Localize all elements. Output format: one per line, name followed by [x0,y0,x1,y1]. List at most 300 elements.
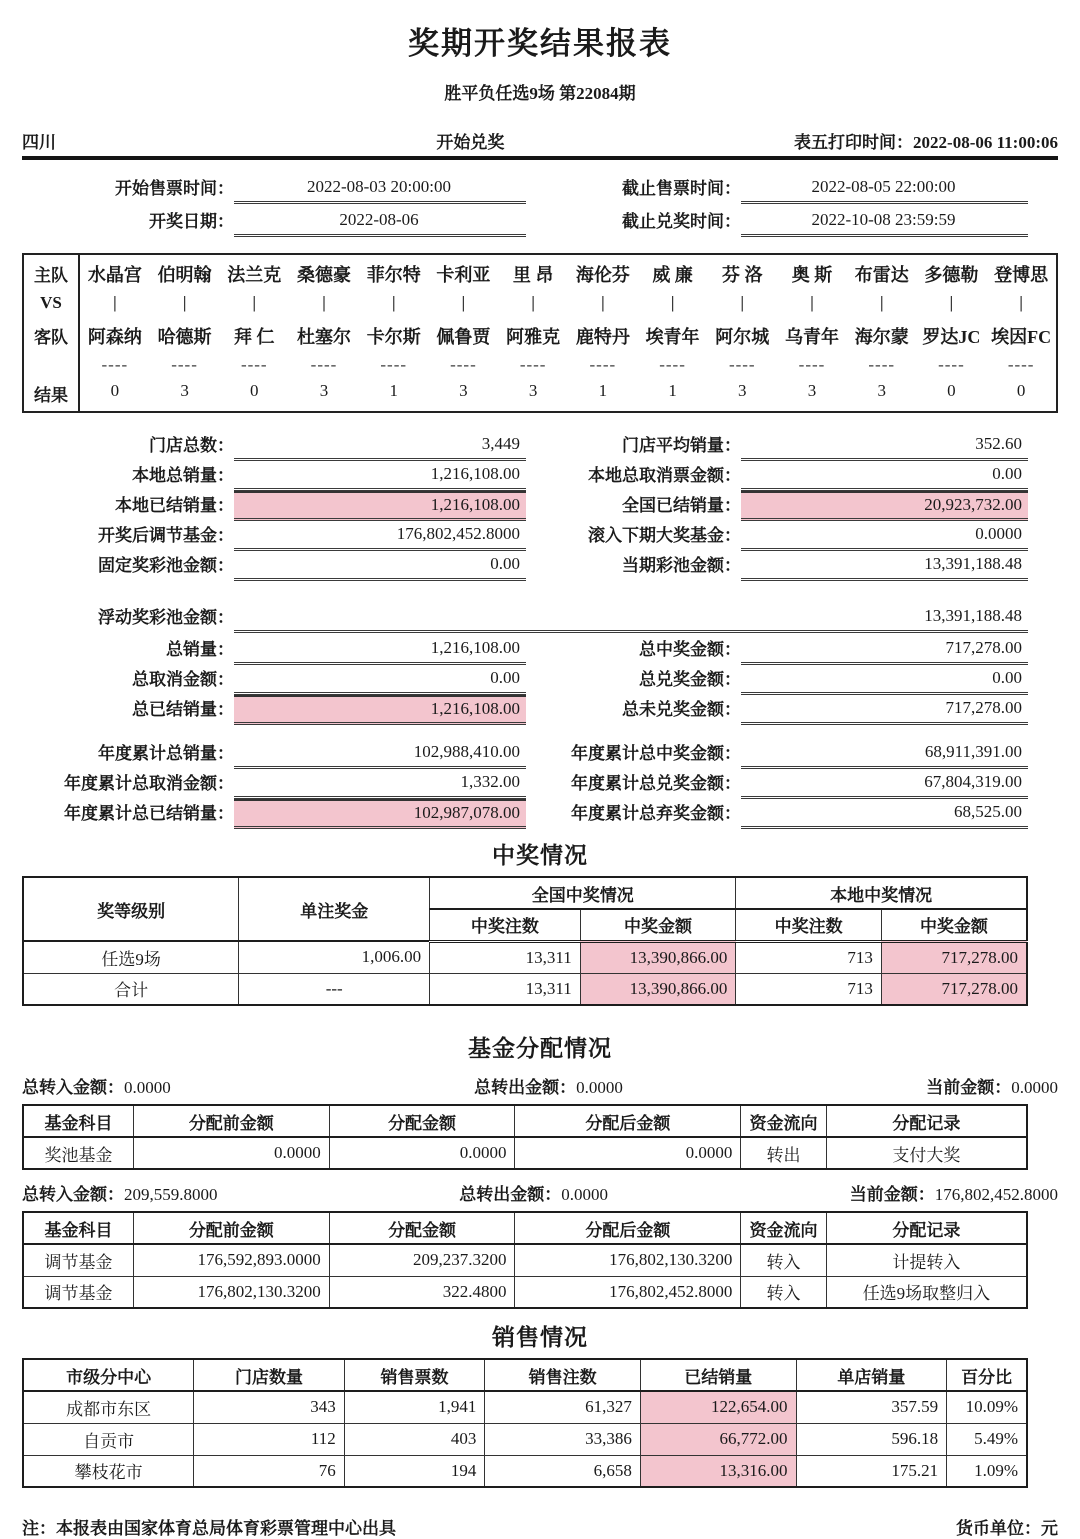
home-team: 伯明翰 [157,265,212,285]
stat-label: 总已结销量： [132,700,234,719]
fund-out-label: 总转出金额： [459,1185,562,1204]
sales-section-title: 销售情况 [492,1325,588,1350]
match-column-11 [777,255,847,411]
col-header-alloc-record: 分配记录 [826,1212,1027,1244]
fund-in-label: 总转入金额： [22,1078,124,1097]
match-column-9 [638,255,708,411]
col-header-local: 本地中奖情况 [736,877,1027,909]
separator-dashes: ---- [171,355,198,374]
col-header-settled-sales: 已结销量 [640,1359,796,1391]
match-result: 3 [459,381,468,400]
table-row [23,1137,1027,1169]
stat-label: 总取消金额： [132,670,234,689]
col-header-alloc-amount: 分配金额 [329,1212,515,1244]
stat-value: 68,911,391.00 [924,742,1022,761]
fund-current-value: 0.0000 [1011,1078,1058,1097]
vs-bar: | [461,293,466,312]
prize-level-cell: 合计 [23,973,239,1005]
national-count-cell: 13,311 [430,973,581,1005]
stats-block-2 [22,603,1058,725]
fund-in-label: 总转入金额： [22,1185,124,1204]
match-column-6 [429,255,499,411]
fund-section-title: 基金分配情况 [468,1036,612,1061]
separator-dashes: ---- [938,355,965,374]
per-shop-sales-cell: 596.18 [796,1423,947,1455]
stat-value-field [234,665,526,695]
home-team: 威 廉 [652,265,693,285]
vs-bar: | [322,293,326,312]
ticket-count-cell: 1,941 [344,1391,485,1423]
stat-value-field [234,521,526,551]
percentage-cell: 5.49% [947,1423,1027,1455]
stats-block-3 [22,739,1058,829]
separator-dashes: ---- [519,355,547,374]
vs-bar: | [531,293,536,312]
stat-value: 0.00 [992,464,1022,483]
separator-dashes: ---- [798,355,826,374]
table-row [23,1423,1027,1455]
home-team: 法兰克 [227,265,282,285]
separator-dashes: ---- [310,355,338,374]
percentage-cell: 1.09% [947,1455,1027,1487]
shop-count-cell: 112 [194,1423,345,1455]
away-team: 海尔蒙 [854,327,909,347]
stat-value: 176,802,452.8000 [396,524,520,543]
stats-row [22,491,1058,521]
print-time: 表五打印时间：2022-08-06 11:00:06 [794,133,1058,152]
fund-out-total [459,1180,608,1205]
stat-label: 总中奖金额： [639,640,741,659]
before-amount-cell: 0.0000 [133,1137,329,1169]
stats-row [22,799,1058,829]
cash-end-text: 2022-10-08 23:59:59 [811,210,956,229]
col-header-city-center: 市级分中心 [23,1359,194,1391]
ticket-count-cell: 194 [344,1455,485,1487]
redeem-status: 开始兑奖 [436,133,505,152]
stat-label: 本地总销量： [132,466,234,485]
stat-label: 门店总数： [149,436,234,455]
stat-value-field [741,695,1028,725]
flow-direction-cell: 转出 [741,1137,826,1169]
match-column-12 [847,255,917,411]
city-center-cell: 成都市东区 [23,1391,194,1423]
away-team: 杜塞尔 [296,327,351,347]
stat-value: 67,804,319.00 [924,772,1022,791]
col-header-after-amount: 分配后金额 [515,1105,741,1137]
time-row-1 [22,174,1058,204]
match-result: 1 [668,381,677,400]
separator-dashes: ---- [380,355,408,374]
stat-value: 3,449 [481,434,520,453]
local-amount-cell: 717,278.00 [881,941,1027,973]
home-team: 芬 洛 [722,265,763,285]
vs-bar: | [182,293,187,312]
stats-row [22,461,1058,491]
stat-value-field [234,635,526,665]
away-team: 阿雅克 [506,327,561,347]
stat-value-field [234,603,1028,633]
fund-table-2 [22,1211,1028,1309]
stat-value-field [741,739,1028,769]
vs-row-label: VS [40,293,62,312]
match-column-8 [568,255,638,411]
city-center-cell: 攀枝花市 [23,1455,194,1487]
home-team: 菲尔特 [366,265,421,285]
match-column-1 [80,255,150,411]
winning-section-title: 中奖情况 [492,843,588,868]
separator-dashes: ---- [101,355,129,374]
stat-value: 1,216,108.00 [430,699,520,718]
separator-dashes: ---- [868,355,896,374]
col-header-unit-prize: 单注奖金 [239,877,430,941]
stats-row [22,769,1058,799]
away-team: 埃因FC [991,327,1052,347]
match-result: 0 [250,381,259,400]
separator-dashes: ---- [728,355,756,374]
stats-row [22,551,1058,581]
percentage-cell: 10.09% [947,1391,1027,1423]
fund-out-value: 0.0000 [576,1078,623,1097]
col-header-bet-count: 销售注数 [485,1359,641,1391]
shop-count-cell: 343 [194,1391,345,1423]
per-shop-sales-cell: 357.59 [796,1391,947,1423]
stat-value: 1,332.00 [460,772,520,791]
table-row [23,1391,1027,1423]
stat-value-field-highlighted [234,799,526,829]
fund-current-value: 176,802,452.8000 [934,1185,1058,1204]
stat-value: 102,988,410.00 [413,742,520,761]
fund-summary-2 [22,1180,1058,1205]
home-team: 登博思 [994,265,1049,285]
col-header-alloc-amount: 分配金额 [329,1105,515,1137]
table-row [23,1455,1027,1487]
col-header-flow-direction: 资金流向 [741,1105,826,1137]
region-header [22,126,1058,160]
home-row-label: 主队 [34,266,68,285]
home-team: 卡利亚 [436,265,491,285]
stat-value-field [741,665,1028,695]
footer-note: 注：本报表由国家体育总局体育彩票管理中心出具 [22,1519,396,1538]
stat-label: 固定奖彩池金额： [98,556,234,575]
before-amount-cell: 176,592,893.0000 [133,1244,329,1276]
stat-label: 开奖后调节基金： [98,526,234,545]
sale-end-label: 截止售票时间： [622,179,741,198]
fund-in-value: 209,559.8000 [124,1185,218,1204]
stat-label: 年度累计总取消金额： [64,774,234,793]
match-column-14 [986,255,1056,411]
col-header-win-count: 中奖注数 [736,909,882,941]
alloc-record-cell: 支付大奖 [826,1137,1027,1169]
stat-value: 1,216,108.00 [430,638,520,657]
stat-value-field [741,769,1028,799]
stat-value: 352.60 [975,434,1022,453]
match-results-table [22,253,1058,413]
alloc-record-cell: 任选9场取整归入 [826,1276,1027,1308]
home-team: 布雷达 [854,265,909,285]
after-amount-cell: 0.0000 [515,1137,741,1169]
table-row [23,1244,1027,1276]
vs-bar: | [879,293,884,312]
match-column-10 [707,255,777,411]
stat-value: 102,987,078.00 [413,803,520,822]
after-amount-cell: 176,802,452.8000 [515,1276,741,1308]
stats-row [22,665,1058,695]
alloc-record-cell: 计提转入 [826,1244,1027,1276]
stat-label: 年度累计总兑奖金额： [571,774,741,793]
vs-bar: | [810,293,814,312]
match-result: 3 [738,381,747,400]
separator-dashes: ---- [1007,355,1035,374]
match-column-2 [150,255,220,411]
match-result: 3 [528,381,538,400]
alloc-amount-cell: 209,237.3200 [329,1244,515,1276]
stat-value-field [234,551,526,581]
away-row-label: 客队 [34,328,68,347]
stat-value-field [234,461,526,491]
match-result: 0 [947,381,956,400]
after-amount-cell: 176,802,130.3200 [515,1244,741,1276]
stats-row-full [22,603,1058,633]
sale-start-text: 2022-08-03 20:00:00 [306,177,452,196]
stats-row [22,739,1058,769]
col-header-win-amount: 中奖金额 [580,909,736,941]
stats-row [22,431,1058,461]
away-team: 拜 仁 [234,327,275,347]
stat-value: 13,391,188.48 [924,606,1022,625]
alloc-amount-cell: 322.4800 [329,1276,515,1308]
stat-value-field-highlighted [234,695,526,725]
bet-count-cell: 6,658 [485,1455,641,1487]
stat-value-field [234,739,526,769]
stat-label: 年度累计总弃奖金额： [571,804,741,823]
sale-start-value [234,174,526,204]
alloc-amount-cell: 0.0000 [329,1137,515,1169]
fund-current-total [926,1073,1058,1098]
vs-bar: | [1019,293,1024,312]
separator-dashes: ---- [450,355,477,374]
fund-current-label: 当前金额： [926,1078,1012,1097]
fund-out-total [474,1073,623,1098]
col-header-win-amount: 中奖金额 [881,909,1027,941]
report-subtitle: 胜平负任选9场 第22084期 [444,84,636,103]
vs-bar: | [112,293,117,312]
stat-value-field [234,769,526,799]
match-column-7 [498,255,568,411]
report-footer [22,1514,1058,1539]
winning-table [22,876,1028,1006]
stat-label: 年度累计总中奖金额： [571,744,741,763]
vs-bar: | [949,293,954,312]
col-header-ticket-count: 销售票数 [344,1359,485,1391]
stat-label: 本地总取消票金额： [588,466,741,485]
flow-direction-cell: 转入 [741,1244,826,1276]
stat-value: 0.00 [490,554,520,573]
city-center-cell: 自贡市 [23,1423,194,1455]
stat-value-field [741,799,1028,829]
col-header-fund-subject: 基金科目 [23,1105,133,1137]
cash-end-value [741,207,1028,237]
col-header-alloc-record: 分配记录 [826,1105,1027,1137]
vs-bar: | [670,293,675,312]
match-result: 3 [807,381,817,400]
match-result: 3 [877,381,886,400]
bet-count-cell: 61,327 [485,1391,641,1423]
stat-value: 20,923,732.00 [924,495,1022,514]
stat-value: 717,278.00 [945,698,1022,717]
stat-label: 滚入下期大奖基金： [588,526,741,545]
stat-value-field-highlighted [234,491,526,521]
match-column-3 [219,255,289,411]
col-header-shop-count: 门店数量 [194,1359,345,1391]
home-team: 多德勒 [924,265,979,285]
stat-label: 总兑奖金额： [639,670,741,689]
settled-sales-cell: 122,654.00 [640,1391,796,1423]
vs-bar: | [391,293,396,312]
unit-prize-cell: 1,006.00 [239,941,430,973]
bet-count-cell: 33,386 [485,1423,641,1455]
stat-value: 0.00 [992,668,1022,687]
away-team: 阿森纳 [87,327,142,347]
stat-value: 1,216,108.00 [430,495,520,514]
table-row-total [23,973,1027,1005]
shop-count-cell: 76 [194,1455,345,1487]
currency-unit-note: 货币单位：元 [956,1519,1058,1538]
stat-label: 总销量： [166,640,234,659]
stat-label: 门店平均销量： [622,436,741,455]
stat-label: 年度累计总销量： [98,744,234,763]
away-team: 阿尔城 [715,327,770,347]
fund-table-1 [22,1104,1028,1170]
stat-label: 本地已结销量： [115,496,234,515]
col-header-before-amount: 分配前金额 [133,1212,329,1244]
stats-row [22,635,1058,665]
fund-out-label: 总转出金额： [474,1078,577,1097]
local-count-cell: 713 [736,973,882,1005]
stat-value-field-highlighted [741,491,1028,521]
fund-subject-cell: 调节基金 [23,1244,133,1276]
sale-end-value [741,174,1028,204]
away-team: 佩鲁贾 [436,327,491,347]
stat-label: 浮动奖彩池金额： [98,608,234,627]
stat-label: 全国已结销量： [622,496,741,515]
national-amount-cell: 13,390,866.00 [580,973,736,1005]
fund-current-label: 当前金额： [849,1185,935,1204]
result-row-label: 结果 [34,386,68,405]
before-amount-cell: 176,802,130.3200 [133,1276,329,1308]
draw-date-text: 2022-08-06 [339,210,419,229]
national-amount-cell: 13,390,866.00 [580,941,736,973]
settled-sales-cell: 66,772.00 [640,1423,796,1455]
col-header-per-shop-sales: 单店销量 [796,1359,947,1391]
stats-block-1 [22,431,1058,581]
stat-label: 年度累计总已结销量： [64,804,234,823]
away-team: 罗达JC [922,327,981,347]
ticket-count-cell: 403 [344,1423,485,1455]
stat-value: 717,278.00 [945,638,1022,657]
fund-in-value: 0.0000 [124,1078,171,1097]
flow-direction-cell: 转入 [741,1276,826,1308]
stat-value-field [741,521,1028,551]
match-result: 3 [319,381,329,400]
away-team: 埃青年 [645,327,700,347]
separator-dashes: ---- [659,355,686,374]
stat-value-field [741,461,1028,491]
match-column-4 [289,255,359,411]
stat-value: 1,216,108.00 [430,464,520,483]
fund-current-total [850,1180,1058,1205]
col-header-percentage: 百分比 [947,1359,1027,1391]
draw-date-value [234,207,526,237]
separator-dashes: ---- [240,355,268,374]
col-header-win-count: 中奖注数 [430,909,581,941]
home-team: 桑德豪 [296,265,351,285]
stat-label: 当期彩池金额： [622,556,741,575]
stat-value-field [741,635,1028,665]
draw-date-label: 开奖日期： [149,212,234,231]
table-row [23,941,1027,973]
away-team: 卡尔斯 [366,327,421,347]
col-header-prize-level: 奖等级别 [23,877,239,941]
stat-value-field [741,431,1028,461]
stat-value: 0.00 [490,668,520,687]
settled-sales-cell: 13,316.00 [640,1455,796,1487]
away-team: 乌青年 [784,327,839,347]
stats-row [22,521,1058,551]
time-row-2 [22,207,1058,237]
cash-end-label: 截止兑奖时间： [622,212,741,231]
stats-row [22,695,1058,725]
stat-value: 0.0000 [975,524,1022,543]
match-column-13 [917,255,987,411]
sale-end-text: 2022-08-05 22:00:00 [811,177,956,196]
region-name: 四川 [22,133,56,152]
sales-table [22,1358,1028,1488]
prize-level-cell: 任选9场 [23,941,239,973]
separator-dashes: ---- [589,355,617,374]
col-header-flow-direction: 资金流向 [741,1212,826,1244]
match-result: 0 [110,381,120,400]
sale-start-label: 开始售票时间： [115,179,234,198]
home-team: 里 昂 [512,265,554,285]
match-result: 0 [1016,381,1026,400]
fund-subject-cell: 调节基金 [23,1276,133,1308]
stat-value-field [741,551,1028,581]
stat-label: 总未兑奖金额： [622,700,741,719]
unit-prize-cell: --- [239,973,430,1005]
col-header-before-amount: 分配前金额 [133,1105,329,1137]
home-team: 海伦芬 [575,265,630,285]
vs-bar: | [740,293,745,312]
match-column-5 [359,255,429,411]
away-team: 哈德斯 [157,327,212,347]
home-team: 奥 斯 [791,265,833,285]
fund-subject-cell: 奖池基金 [23,1137,133,1169]
match-result: 1 [598,381,608,400]
local-count-cell: 713 [736,941,882,973]
match-result: 3 [180,381,189,400]
per-shop-sales-cell: 175.21 [796,1455,947,1487]
table-row [23,1276,1027,1308]
report-title: 奖期开奖结果报表 [408,26,672,61]
away-team: 鹿特丹 [575,327,630,347]
stat-value: 13,391,188.48 [924,554,1022,573]
match-row-labels [24,255,80,411]
fund-out-value: 0.0000 [561,1185,608,1204]
fund-in-total [22,1073,171,1098]
stat-value: 68,525.00 [954,802,1022,821]
home-team: 水晶宫 [87,265,142,285]
fund-summary-1 [22,1073,1058,1098]
